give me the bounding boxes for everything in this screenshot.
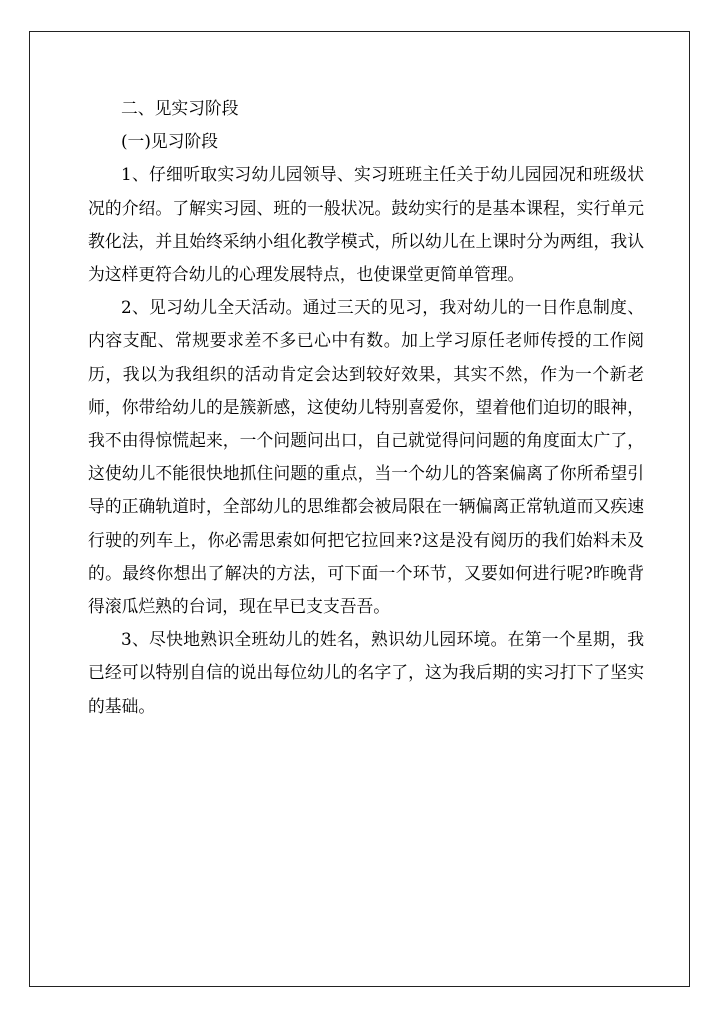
paragraph-3: 3、尽快地熟识全班幼儿的姓名，熟识幼儿园环境。在第一个星期，我已经可以特别自信的说出每位幼儿的名字了，这为我后期的实习打下了坚实的基础。 <box>88 629 644 716</box>
paragraph-1: 1、仔细听取实习幼儿园领导、实习班班主任关于幼儿园园况和班级状况的介绍。了解实习园、班的一般状况。鼓幼实行的是基本课程，实行单元教化法，并且始终采纳小组化教学模式，所以幼儿在上课时分为两组，我认为这样更符合幼儿的心理发展特点，也使课堂更简单管理。 <box>88 164 644 285</box>
document-body <box>88 92 644 723</box>
sub-heading: (一)见习阶段 <box>121 131 219 152</box>
paragraph-2: 2、见习幼儿全天活动。通过三天的见习，我对幼儿的一日作息制度、内容支配、常规要求差不多已心中有数。加上学习原任老师传授的工作阅历，我以为我组织的活动肯定会达到较好效果，其实不然，作为一个新老师，你带给幼儿的是簇新感，这使幼儿特别喜爱你，望着他们迫切的眼神，我不由得惊慌起来，一个问题问出口，自己就觉得问问题的角度面太广了，这使幼儿不能很快地抓住问题的重点，当一个幼儿的答案偏离了你所希望引导的正确轨道时，全部幼儿的思维都会被局限在一辆偏离正常轨道而又疾速行驶的列车上，你必需思索如何把它拉回来?这是没有阅历的我们始料未及的。最终你想出了解决的方法，可下面一个环节，又要如何进行呢?昨晚背得滚瓜烂熟的台词，现在早已支支吾吾。 <box>88 297 644 617</box>
section-heading: 二、见实习阶段 <box>121 98 239 118</box>
